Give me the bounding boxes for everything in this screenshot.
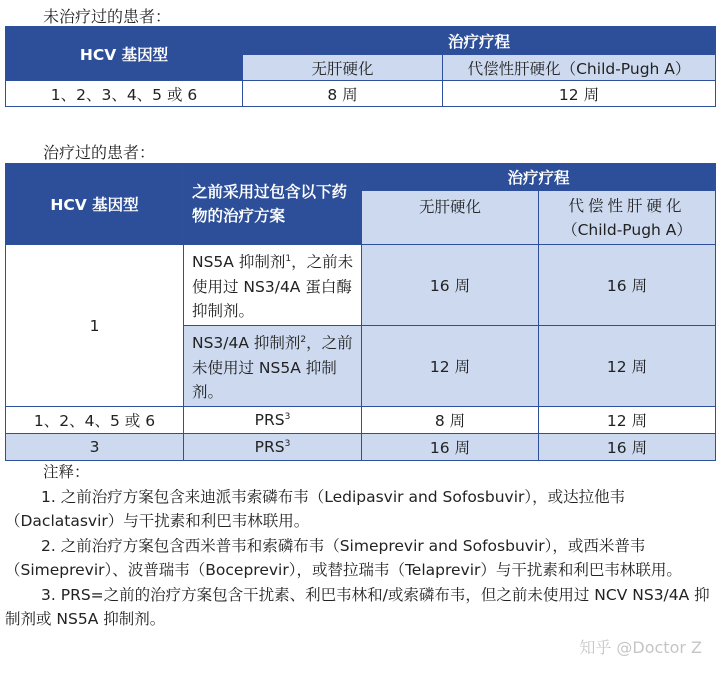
no-cirrhosis-cell: 8 周	[243, 81, 443, 107]
no-cirrhosis-cell: 12 周	[362, 326, 539, 407]
genotype-header: HCV 基因型	[6, 164, 184, 245]
no-cirrhosis-cell: 16 周	[362, 434, 539, 461]
genotype-header: HCV 基因型	[6, 27, 243, 81]
genotype-cell: 1、2、3、4、5 或 6	[6, 81, 243, 107]
notes-title: 注释：	[43, 463, 90, 481]
prior-regimen-cell: PRS$^3$	[184, 434, 362, 461]
compensated-cell: 12 周	[443, 81, 716, 107]
watermark: 知乎 @Doctor Z	[579, 638, 702, 657]
course-header: 治疗疗程	[362, 164, 716, 191]
genotype-cell: 3	[6, 434, 184, 461]
untreated-table	[5, 26, 716, 107]
note-item: 2. 之前治疗方案包含西米普韦和索磷布韦（Simeprevir and Sofosbuvir），或西米普韦（Simeprevir）、波普瑞韦（Boceprevir），或替拉瑞韦（Telaprevir）与干扰素和利巴韦林联用。	[5, 536, 682, 579]
compensated-header	[539, 191, 716, 245]
prior-regimen-header: 之前采用过包含以下药物的治疗方案	[184, 164, 362, 245]
prior-regimen-cell: NS5A 抑制剂$^1$，之前未使用过 NS3/4A 蛋白酶抑制剂。	[184, 245, 362, 326]
genotype-cell: 1、2、4、5 或 6	[6, 407, 184, 434]
treated-caption: 治疗过的患者：	[43, 143, 156, 162]
prior-regimen-cell: PRS$^3$	[184, 407, 362, 434]
compensated-cell: 16 周	[539, 434, 716, 461]
compensated-header: 代偿性肝硬化（Child-Pugh A）	[443, 55, 716, 81]
compensated-line1: 代偿性肝硬化	[568, 196, 686, 215]
course-header: 治疗疗程	[243, 27, 716, 55]
notes	[5, 460, 717, 632]
no-cirrhosis-header: 无肝硬化	[362, 191, 539, 245]
compensated-cell: 12 周	[539, 326, 716, 407]
no-cirrhosis-header: 无肝硬化	[243, 55, 443, 81]
genotype-cell: 1	[6, 245, 184, 407]
prior-regimen-cell: NS3/4A 抑制剂$^2$，之前未使用过 NS5A 抑制剂。	[184, 326, 362, 407]
note-item: 3. PRS=之前的治疗方案包含干扰素、利巴韦林和/或索磷布韦，但之前未使用过 NCV NS3/4A 抑制剂或 NS5A 抑制剂。	[5, 585, 710, 628]
note-item: 1. 之前治疗方案包含来迪派韦索磷布韦（Ledipasvir and Sofosbuvir），或达拉他韦（Daclatasvir）与干扰素和利巴韦林联用。	[5, 487, 626, 530]
treated-table	[5, 163, 716, 461]
no-cirrhosis-cell: 16 周	[362, 245, 539, 326]
compensated-line2: （Child-Pugh A）	[562, 220, 692, 239]
compensated-cell: 16 周	[539, 245, 716, 326]
no-cirrhosis-cell: 8 周	[362, 407, 539, 434]
compensated-cell: 12 周	[539, 407, 716, 434]
untreated-caption: 未治疗过的患者：	[43, 7, 172, 26]
